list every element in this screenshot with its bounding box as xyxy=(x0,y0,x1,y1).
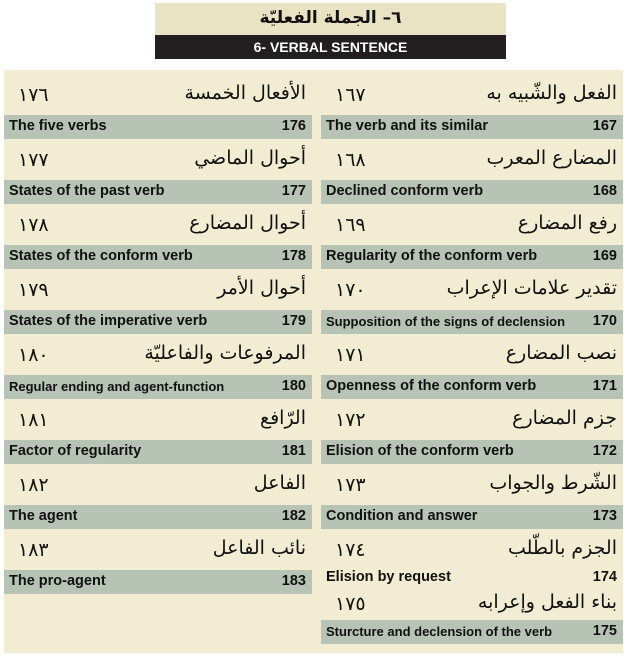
english-page-number: 169 xyxy=(592,248,617,264)
arabic-page-number: ١٧٩ xyxy=(18,279,49,301)
index-entry[interactable] xyxy=(4,468,312,533)
english-page-number: 175 xyxy=(592,623,617,639)
arabic-line xyxy=(321,143,623,177)
english-title: Elision by request xyxy=(326,569,451,585)
arabic-page-number: ١٦٩ xyxy=(335,214,366,236)
english-page-number: 182 xyxy=(281,508,306,524)
english-title: States of the conform verb xyxy=(9,248,193,264)
arabic-title: الفاعل xyxy=(253,472,306,494)
english-line xyxy=(321,620,623,644)
arabic-page-number: ١٦٧ xyxy=(335,84,366,106)
index-entry[interactable] xyxy=(321,143,623,208)
english-title: Openness of the conform verb xyxy=(326,378,537,394)
english-line xyxy=(4,245,312,269)
index-entry[interactable] xyxy=(4,533,312,598)
english-line xyxy=(4,375,312,399)
english-line xyxy=(321,245,623,269)
arabic-line xyxy=(321,78,623,112)
english-line xyxy=(4,115,312,139)
english-page-number: 183 xyxy=(281,573,306,589)
arabic-page-number: ١٨٢ xyxy=(18,474,49,496)
arabic-title: الفعل والشّبيه به xyxy=(486,82,617,104)
index-entry[interactable] xyxy=(321,468,623,533)
arabic-title: أحوال المضارع xyxy=(189,212,306,234)
arabic-line xyxy=(321,468,623,502)
header-english-title: 6- VERBAL SENTENCE xyxy=(155,35,506,59)
index-entry[interactable] xyxy=(4,403,312,468)
english-line xyxy=(4,310,312,334)
arabic-line xyxy=(4,533,312,567)
index-panel xyxy=(4,70,623,653)
index-entry[interactable] xyxy=(321,273,623,338)
right-column xyxy=(321,78,623,655)
arabic-page-number: ١٧٤ xyxy=(335,539,366,561)
arabic-page-number: ١٧٧ xyxy=(18,149,49,171)
arabic-title: نصب المضارع xyxy=(505,342,617,364)
english-page-number: 179 xyxy=(281,313,306,329)
index-entry[interactable] xyxy=(4,143,312,208)
english-title: The five verbs xyxy=(9,118,107,134)
arabic-line xyxy=(4,338,312,372)
arabic-page-number: ١٧٨ xyxy=(18,214,49,236)
index-entry[interactable] xyxy=(321,590,623,655)
arabic-line xyxy=(321,403,623,437)
english-title: The agent xyxy=(9,508,78,524)
arabic-page-number: ١٦٨ xyxy=(335,149,366,171)
english-line xyxy=(321,310,623,334)
arabic-line xyxy=(321,208,623,242)
english-page-number: 168 xyxy=(592,183,617,199)
english-line xyxy=(321,566,623,590)
english-page-number: 173 xyxy=(592,508,617,524)
arabic-title: الجزم بالطّلب xyxy=(507,537,617,559)
arabic-title: أحوال الأمر xyxy=(217,277,306,299)
index-entry[interactable] xyxy=(321,78,623,143)
english-page-number: 167 xyxy=(592,118,617,134)
arabic-line xyxy=(4,403,312,437)
header-arabic-title: ٦– الجملة الفعليّة xyxy=(155,3,506,35)
arabic-title: الأفعال الخمسة xyxy=(184,82,306,104)
arabic-line xyxy=(4,143,312,177)
english-line xyxy=(321,505,623,529)
english-title: Declined conform verb xyxy=(326,183,484,199)
english-page-number: 174 xyxy=(592,569,617,585)
english-page-number: 181 xyxy=(281,443,306,459)
index-entry[interactable] xyxy=(321,208,623,273)
english-title: Elision of the conform verb xyxy=(326,443,514,459)
arabic-page-number: ١٧٦ xyxy=(18,84,49,106)
english-line xyxy=(4,440,312,464)
arabic-line xyxy=(321,338,623,372)
arabic-title: المرفوعات والفاعليّة xyxy=(144,342,306,364)
section-header xyxy=(155,3,506,59)
english-line xyxy=(4,570,312,594)
english-title: Regularity of the conform verb xyxy=(326,248,538,264)
english-title: States of the past verb xyxy=(9,183,165,199)
english-line xyxy=(321,115,623,139)
english-title: The verb and its similar xyxy=(326,118,488,134)
index-entry[interactable] xyxy=(321,533,623,590)
arabic-page-number: ١٨١ xyxy=(18,409,49,431)
english-title: Condition and answer xyxy=(326,508,478,524)
arabic-title: جزم المضارع xyxy=(512,407,617,429)
english-title: Regular ending and agent-function xyxy=(9,379,225,394)
arabic-title: أحوال الماضي xyxy=(194,147,306,169)
english-page-number: 176 xyxy=(281,118,306,134)
arabic-line xyxy=(321,590,623,624)
arabic-line xyxy=(4,468,312,502)
arabic-line xyxy=(4,273,312,307)
english-title: Sturcture and declension of the verb xyxy=(326,624,553,639)
arabic-page-number: ١٧٣ xyxy=(335,474,366,496)
arabic-line xyxy=(4,78,312,112)
arabic-title: رفع المضارع xyxy=(517,212,617,234)
arabic-page-number: ١٧٥ xyxy=(335,593,366,615)
english-page-number: 177 xyxy=(281,183,306,199)
arabic-page-number: ١٧١ xyxy=(335,344,366,366)
english-line xyxy=(4,180,312,204)
english-line xyxy=(321,180,623,204)
arabic-line xyxy=(321,273,623,307)
index-entry[interactable] xyxy=(4,273,312,338)
english-title: Factor of regularity xyxy=(9,443,142,459)
english-title: Supposition of the signs of declension xyxy=(326,314,566,329)
english-page-number: 170 xyxy=(592,313,617,329)
left-column xyxy=(4,78,312,598)
arabic-title: تقدير علامات الإعراب xyxy=(446,277,617,299)
arabic-title: نائب الفاعل xyxy=(212,537,306,559)
arabic-page-number: ١٨٣ xyxy=(18,539,49,561)
english-title: The pro-agent xyxy=(9,573,106,589)
english-line xyxy=(321,440,623,464)
english-page-number: 172 xyxy=(592,443,617,459)
index-entry[interactable] xyxy=(4,78,312,143)
arabic-page-number: ١٧٢ xyxy=(335,409,366,431)
english-page-number: 171 xyxy=(592,378,617,394)
arabic-title: المضارع المعرب xyxy=(486,147,617,169)
index-entry[interactable] xyxy=(321,338,623,403)
index-entry[interactable] xyxy=(4,338,312,403)
english-page-number: 180 xyxy=(281,378,306,394)
english-line xyxy=(321,375,623,399)
arabic-title: الرّافع xyxy=(259,407,306,429)
english-title: States of the imperative verb xyxy=(9,313,208,329)
arabic-title: الشّرط والجواب xyxy=(489,472,617,494)
arabic-line xyxy=(321,533,623,567)
arabic-line xyxy=(4,208,312,242)
english-line xyxy=(4,505,312,529)
arabic-title: بناء الفعل وإعرابه xyxy=(477,591,617,613)
arabic-page-number: ١٨٠ xyxy=(18,344,49,366)
index-entry[interactable] xyxy=(4,208,312,273)
english-page-number: 178 xyxy=(281,248,306,264)
index-entry[interactable] xyxy=(321,403,623,468)
arabic-page-number: ١٧٠ xyxy=(335,279,366,301)
